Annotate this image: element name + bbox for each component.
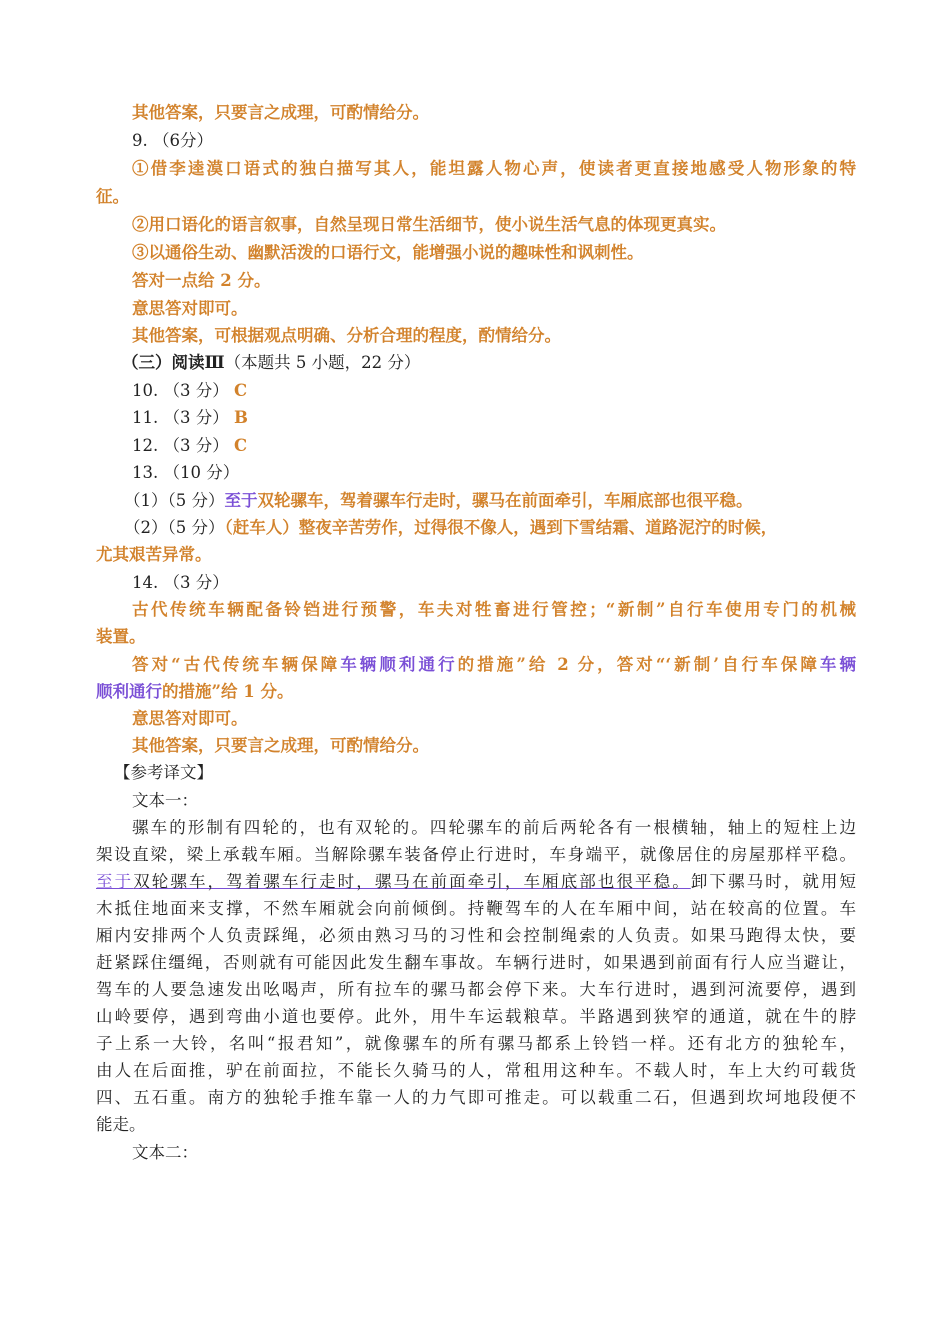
text-1-label: 文本一： bbox=[132, 791, 198, 810]
line-text: 骡车的形制有四轮的，也有双轮的。四轮骡车的前后两轮各有一根横轴，轴上的短柱上边 bbox=[132, 818, 856, 837]
q14-rule-2: 意思答对即可。 bbox=[132, 709, 248, 728]
text-1-line-5: 厢内安排两个人负责踩绳，必须由熟习马的习性和会控制绳索的人负责。如果马跑得太快，要 bbox=[96, 926, 856, 945]
answer-note: 其他答案，只要言之成理，可酌情给分。 bbox=[132, 103, 429, 122]
rule-text: 的措施”给 1 分。 bbox=[162, 682, 294, 701]
answer-choice: C bbox=[234, 436, 248, 455]
q9-rule-3: 其他答案，可根据观点明确、分析合理的程度，酌情给分。 bbox=[132, 326, 561, 345]
answer-choice: B bbox=[234, 408, 248, 427]
question-score: （3 分） bbox=[163, 408, 229, 427]
answer-text: （赶车人）整夜辛苦劳作，过得很不像人，遇到下雪结霜、道路泥泞的时候， bbox=[224, 518, 778, 537]
text-1-line-7: 驾车的人要急速发出吆喝声，所有拉车的骡马都会停下来。大车行进时，遇到河流要停，遇到 bbox=[96, 980, 856, 999]
part-label: （2）（5 分） bbox=[124, 518, 225, 537]
reference-translation-title: 【参考译文】 bbox=[114, 763, 213, 782]
text-1-line-12: 能走。 bbox=[96, 1115, 146, 1134]
section-3-heading bbox=[122, 350, 882, 376]
question-9-header bbox=[132, 128, 892, 154]
question-number: 14. bbox=[132, 573, 159, 592]
q14-answer-line2: 装置。 bbox=[96, 627, 146, 646]
text-1-line-6: 赶紧踩住缰绳，否则就有可能因此发生翻车事故。车辆行进时，如果遇到前面有行人应当避让， bbox=[96, 953, 856, 972]
question-score: （3 分） bbox=[163, 436, 229, 455]
answer-choice: C bbox=[234, 381, 248, 400]
answer-text: 双轮骡车，驾着骡车行走时，骡马在前面牵引，车厢底部也很平稳。 bbox=[257, 491, 753, 510]
q13-part-2-line2: 尤其艰苦异常。 bbox=[96, 545, 212, 564]
question-12 bbox=[132, 433, 892, 459]
q9-point-1-line2: 征。 bbox=[96, 187, 129, 206]
q14-rule-1-line2 bbox=[96, 679, 856, 705]
q13-part-1 bbox=[124, 488, 884, 514]
text-1-line-8: 山岭要停，遇到弯曲小道也要停。此外，用牛车运载粮草。半路遇到狭窄的通道，就在牛的脖 bbox=[96, 1007, 856, 1026]
q14-rule-1 bbox=[132, 652, 856, 678]
question-number: 13. bbox=[132, 463, 159, 482]
q14-answer bbox=[132, 597, 856, 623]
rule-text: 答对“古代传统车辆保障 bbox=[132, 655, 341, 674]
q9-rule-2: 意思答对即可。 bbox=[132, 299, 248, 318]
q9-point-2: ②用口语化的语言叙事，自然呈现日常生活细节，使小说生活气息的体现更真实。 bbox=[132, 215, 726, 234]
question-11 bbox=[132, 405, 892, 431]
highlight-word: 至于 bbox=[96, 872, 134, 891]
highlight-word: 至于 bbox=[224, 491, 258, 510]
text-1-line-3 bbox=[96, 869, 856, 895]
q14-rule-3: 其他答案，只要言之成理，可酌情给分。 bbox=[132, 736, 429, 755]
question-13-header bbox=[132, 460, 892, 486]
q9-rule-1: 答对一点给 2 分。 bbox=[132, 271, 271, 290]
section-note: （本题共 5 小题，22 分） bbox=[224, 353, 421, 372]
text-1-line-11: 四、五石重。南方的独轮手推车靠一人的力气即可推走。可以载重二石，但遇到坎坷地段便不 bbox=[96, 1088, 856, 1107]
question-score: （6分） bbox=[153, 131, 213, 150]
line-text: 卸下骡马时，就用短 bbox=[690, 872, 857, 891]
question-number: 12. bbox=[132, 436, 159, 455]
part-label: （1）（5 分） bbox=[124, 491, 225, 510]
highlight-phrase: 顺利通行 bbox=[96, 682, 162, 701]
question-number: 10. bbox=[132, 381, 159, 400]
section-title: （三）阅读Ⅲ bbox=[122, 353, 225, 372]
question-score: （3 分） bbox=[163, 573, 229, 592]
highlight-phrase: 车辆顺利通行 bbox=[340, 655, 458, 674]
q9-point-1 bbox=[132, 156, 856, 182]
underlined-sentence: 双轮骡车，驾着骡车行走时，骡马在前面牵引，车厢底部也很平稳。 bbox=[133, 872, 691, 891]
highlight-phrase: 车辆 bbox=[819, 655, 856, 674]
question-score: （10 分） bbox=[163, 463, 240, 482]
q14-answer-line1: 古代传统车辆配备铃铛进行预警，车夫对牲畜进行管控；“新制”自行车使用专门的机械 bbox=[132, 600, 856, 619]
text-1-line-10: 由人在后面推，驴在前面拉，不能长久骑马的人，常租用这种车。不载人时，车上大约可载货 bbox=[96, 1061, 856, 1080]
question-number: 11. bbox=[132, 408, 159, 427]
question-14-header bbox=[132, 570, 892, 596]
rule-text: 的措施”给 2 分，答对“‘新制’自行车保障 bbox=[457, 655, 820, 674]
q13-part-2 bbox=[124, 515, 884, 541]
text-1-line-4: 木抵住地面来支撑，不然车厢就会向前倾倒。持鞭驾车的人在车厢中间，站在较高的位置。车 bbox=[96, 899, 856, 918]
question-number: 9. bbox=[132, 131, 148, 150]
q14-rule-1-line1 bbox=[132, 652, 856, 678]
q9-point-3: ③以通俗生动、幽默活泼的口语行文，能增强小说的趣味性和讽刺性。 bbox=[132, 243, 644, 262]
text-1-line-9: 子上系一大铃，名叫“报君知”，就像骡车的所有骡马都系上铃铛一样。还有北方的独轮车， bbox=[96, 1034, 856, 1053]
text-2-label: 文本二： bbox=[132, 1143, 198, 1162]
question-10 bbox=[132, 378, 892, 404]
text-1-line-1 bbox=[132, 815, 856, 841]
q9-point-1-line1: ①借李逵漠口语式的独白描写其人，能坦露人物心声，使读者更直接地感受人物形象的特 bbox=[132, 159, 856, 178]
question-score: （3 分） bbox=[163, 381, 229, 400]
text-1-line-2: 架设直梁，梁上承载车厢。当解除骡车装备停止行进时，车身端平，就像居住的房屋那样平稳。 bbox=[96, 845, 856, 864]
